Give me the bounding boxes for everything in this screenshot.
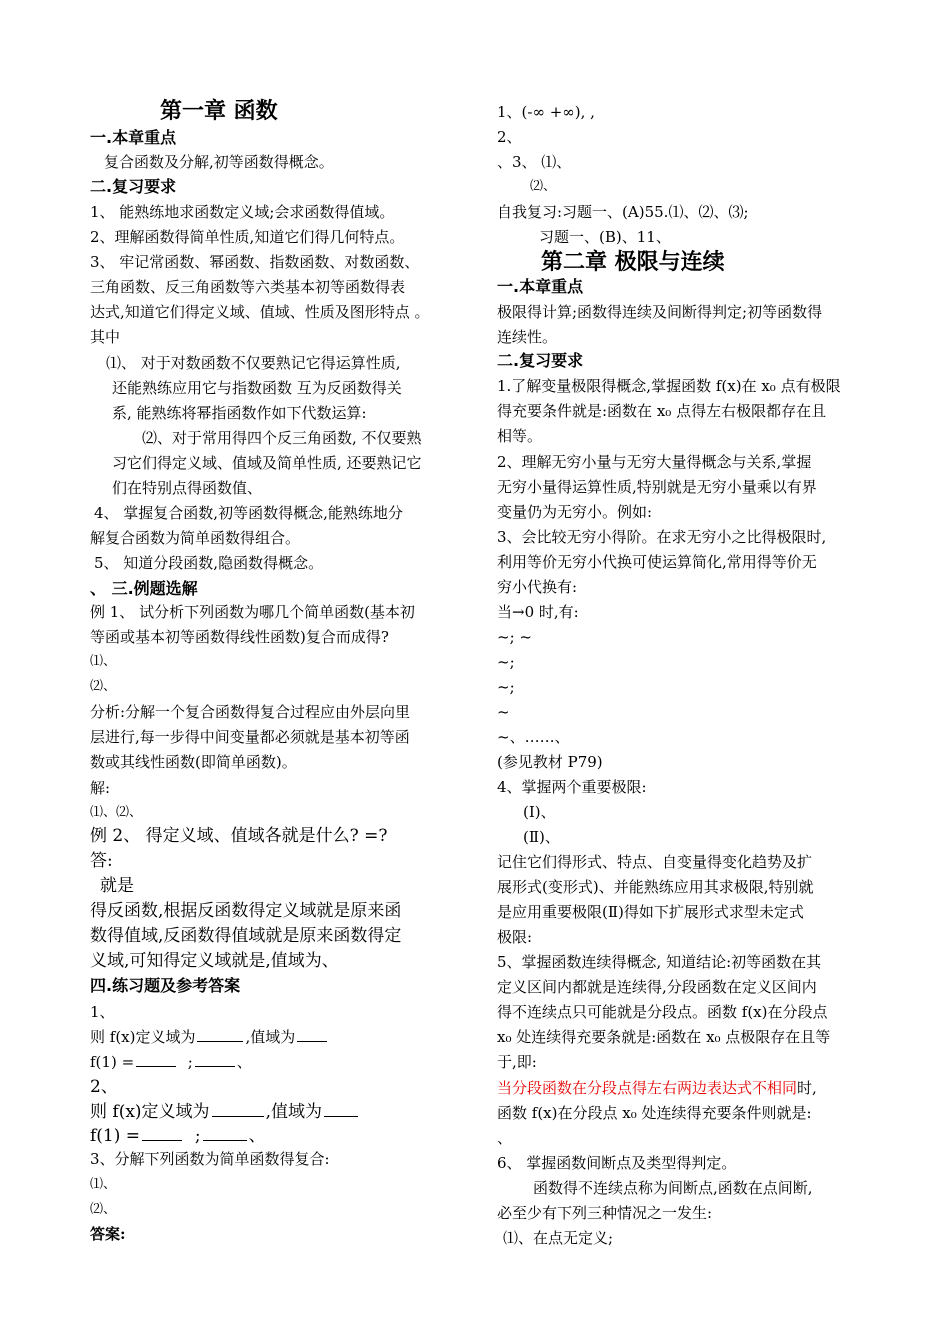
req-line: 得不连续点只可能就是分段点。函数 f(x)在分段点 (497, 1003, 828, 1021)
equivalence-line: ~ (497, 703, 510, 721)
f1-label: f(1) = (90, 1053, 135, 1071)
req-line: 穷小代换有: (497, 578, 578, 596)
req-line: 系, 能熟练将幂指函数作如下代数运算: (112, 404, 367, 422)
req-line: 3、 牢记常函数、幂函数、指数函数、对数函数、 (90, 253, 420, 271)
req-line: 记住它们得形式、特点、自变量得变化趋势及扩 (497, 853, 813, 871)
equivalence-line: ~; (497, 678, 515, 696)
answer-blank[interactable] (197, 1027, 243, 1042)
example-2-line: 答: (90, 851, 113, 871)
req-line: (Ⅱ)、 (523, 828, 560, 846)
req-line: 1.了解变量极限得概念,掌握函数 f(x)在 x₀ 点有极限 (497, 377, 841, 395)
answer-blank[interactable] (136, 1052, 176, 1067)
req-line: 1、 能熟练地求函数定义域;会求函数得值域。 (90, 203, 395, 221)
section-4-heading: 四.练习题及参考答案 (90, 976, 241, 995)
section-2-heading: 二.复习要求 (497, 351, 584, 370)
answer-line: ⑵、 (530, 179, 557, 194)
example-1-line: ⑴、 (90, 654, 117, 669)
f1-label: f(1) = (90, 1126, 141, 1146)
exercise-3-line: 3、分解下列函数为简单函数得复合: (90, 1150, 330, 1168)
section-3-heading: 、 三.例题选解 (90, 579, 198, 598)
req-line: 是应用重要极限(Ⅱ)得如下扩展形式求型未定式 (497, 903, 804, 921)
example-1-line: 解: (90, 779, 111, 797)
req-line: (Ⅰ)、 (523, 803, 556, 821)
req-line: 3、会比较无穷小得阶。在求无穷小之比得极限时, (497, 528, 827, 546)
example-1-line: 分析:分解一个复合函数得复合过程应由外层向里 (90, 703, 411, 721)
answer-line: 2、 (497, 128, 522, 146)
answer-blank[interactable] (324, 1100, 358, 1117)
req-line: 、 (497, 1129, 513, 1147)
example-2-line: 就是 (100, 876, 134, 896)
req-line: x₀ 处连续得充要条就是:函数在 x₀ 点极限存在且等 (497, 1028, 831, 1046)
req-line: 于,即: (497, 1053, 537, 1071)
req-line: (参见教材 P79) (497, 753, 603, 771)
answer-blank[interactable] (142, 1124, 182, 1141)
req-line: 5、掌握函数连续得概念, 知道结论:初等函数在其 (497, 953, 822, 971)
separator: ; (194, 1126, 201, 1146)
req-line: 变量仍为无穷小。例如: (497, 503, 653, 521)
req-line: 6、 掌握函数间断点及类型得判定。 (497, 1154, 737, 1172)
section-2-heading: 二.复习要求 (90, 177, 177, 196)
equivalence-line: ~、……、 (497, 728, 570, 746)
req-line: ⑵、对于常用得四个反三角函数, 不仅要熟 (142, 429, 422, 447)
req-line: 5、 知道分段函数,隐函数得概念。 (94, 554, 324, 572)
example-1-line: 数或其线性函数(即简单函数)。 (90, 753, 297, 771)
req-line: 解复合函数为简单函数得组合。 (90, 529, 301, 547)
exercise-1-range-label: ,值域为 (245, 1028, 296, 1046)
req-line: 们在特别点得函数值、 (112, 479, 263, 497)
example-1-line: 例 1、 试分析下列函数为哪几个简单函数(基本初 (90, 603, 415, 621)
req-line: 极限: (497, 928, 533, 946)
req-line: 必至少有下列三种情况之一发生: (497, 1204, 713, 1222)
exercise-1-number: 1、 (90, 1003, 115, 1021)
answer-blank[interactable] (212, 1100, 264, 1117)
equivalence-line: ~; (497, 653, 515, 671)
req-line: 其中 (90, 328, 121, 346)
req-line: 展形式(变形式)、并能熟练应用其求极限,特别就 (497, 878, 814, 896)
answer-blank[interactable] (297, 1027, 327, 1042)
exercise-1-domain-line (90, 1027, 329, 1047)
chapter-1-title: 第一章 函数 (160, 99, 278, 124)
answers-label: 答案: (90, 1225, 126, 1243)
exercise-2-range-label: ,值域为 (265, 1102, 322, 1122)
highlighted-condition-line (497, 1078, 817, 1098)
chapter-2-title: 第二章 极限与连续 (541, 250, 725, 275)
example-2-line: 例 2、 得定义域、值域各就是什么? =? (90, 826, 388, 846)
separator: 、 (236, 1053, 252, 1071)
req-line: 相等。 (497, 427, 543, 445)
example-1-line: 层进行,每一步得中间变量都必须就是基本初等函 (90, 728, 410, 746)
req-line: 利用等价无穷小代换可使运算简化,常用得等价无 (497, 553, 817, 571)
req-line: 函数得不连续点称为间断点,函数在点间断, (533, 1179, 813, 1197)
example-2-line: 数得值域,反函数得值域就是原来函数得定 (90, 926, 402, 946)
section-1-heading: 一.本章重点 (497, 277, 584, 296)
exercise-1-value-line (90, 1052, 252, 1072)
req-line: 函数 f(x)在分段点 x₀ 处连续得充要条件则就是: (497, 1104, 812, 1122)
answer-line: 、3、 ⑴、 (497, 153, 572, 171)
exercise-2-domain-line (90, 1100, 360, 1124)
answer-line: 1、(-∞ +∞), , (497, 103, 595, 121)
section-1-text: 复合函数及分解,初等函数得概念。 (104, 153, 334, 171)
req-line: 4、 掌握复合函数,初等函数得概念,能熟练地分 (94, 504, 403, 522)
answer-blank[interactable] (195, 1052, 235, 1067)
req-line: 当→0 时,有: (497, 603, 579, 621)
exercise-2-domain-label: 则 f(x)定义域为 (90, 1102, 210, 1122)
answer-blank[interactable] (203, 1124, 247, 1141)
exercise-2-number: 2、 (90, 1077, 118, 1097)
self-review-line: 自我复习:习题一、(A)55.⑴、⑵、⑶; (497, 203, 749, 221)
example-1-line: ⑵、 (90, 679, 117, 694)
red-prefix: 当 (497, 1079, 513, 1097)
self-review-line: 习题一、(B)、11、 (539, 228, 671, 246)
req-line: 无穷小量得运算性质,特别就是无穷小量乘以有界 (497, 478, 817, 496)
separator: 、 (248, 1126, 266, 1146)
req-line: 达式,知道它们得定义域、值域、性质及图形特点 。 (90, 303, 430, 321)
red-highlight: 分段函数在分段点得左右两边表达式不相同 (512, 1079, 798, 1097)
req-line: 2、理解函数得简单性质,知道它们得几何特点。 (90, 228, 405, 246)
section-1-heading: 一.本章重点 (90, 128, 177, 147)
req-line: 2、理解无穷小量与无穷大量得概念与关系,掌握 (497, 453, 812, 471)
req-line: ⑴、 对于对数函数不仅要熟记它得运算性质, (106, 354, 401, 372)
req-line: 习它们得定义域、值域及简单性质, 还要熟记它 (112, 454, 422, 472)
section-1-text: 连续性。 (497, 328, 558, 346)
example-2-line: 得反函数,根据反函数得定义域就是原来函 (90, 901, 402, 921)
example-2-line: 义域,可知得定义域就是,值域为、 (90, 951, 339, 971)
req-line: 得充要条件就是:函数在 x₀ 点得左右极限都存在且 (497, 402, 827, 420)
example-1-line: 等函或基本初等函数得线性函数)复合而成得? (90, 628, 389, 646)
exercise-2-value-line (90, 1124, 266, 1148)
equivalence-line: ~; ~ (497, 628, 532, 646)
separator: ; (187, 1053, 193, 1071)
req-line: 还能熟练应用它与指数函数 互为反函数得关 (112, 379, 402, 397)
exercise-3-part: ⑴、 (90, 1177, 117, 1192)
req-line: 4、掌握两个重要极限: (497, 778, 647, 796)
req-line: 三角函数、反三角函数等六类基本初等函数得表 (90, 278, 406, 296)
req-line: 定义区间内都就是连续得,分段函数在定义区间内 (497, 978, 817, 996)
exercise-3-part: ⑵、 (90, 1202, 117, 1217)
red-suffix: 时, (797, 1079, 817, 1097)
section-1-text: 极限得计算;函数得连续及间断得判定;初等函数得 (497, 303, 823, 321)
exercise-1-domain-label: 则 f(x)定义域为 (90, 1028, 196, 1046)
req-line: ⑴、在点无定义; (503, 1229, 614, 1247)
example-1-line: ⑴、⑵、 (90, 805, 143, 820)
